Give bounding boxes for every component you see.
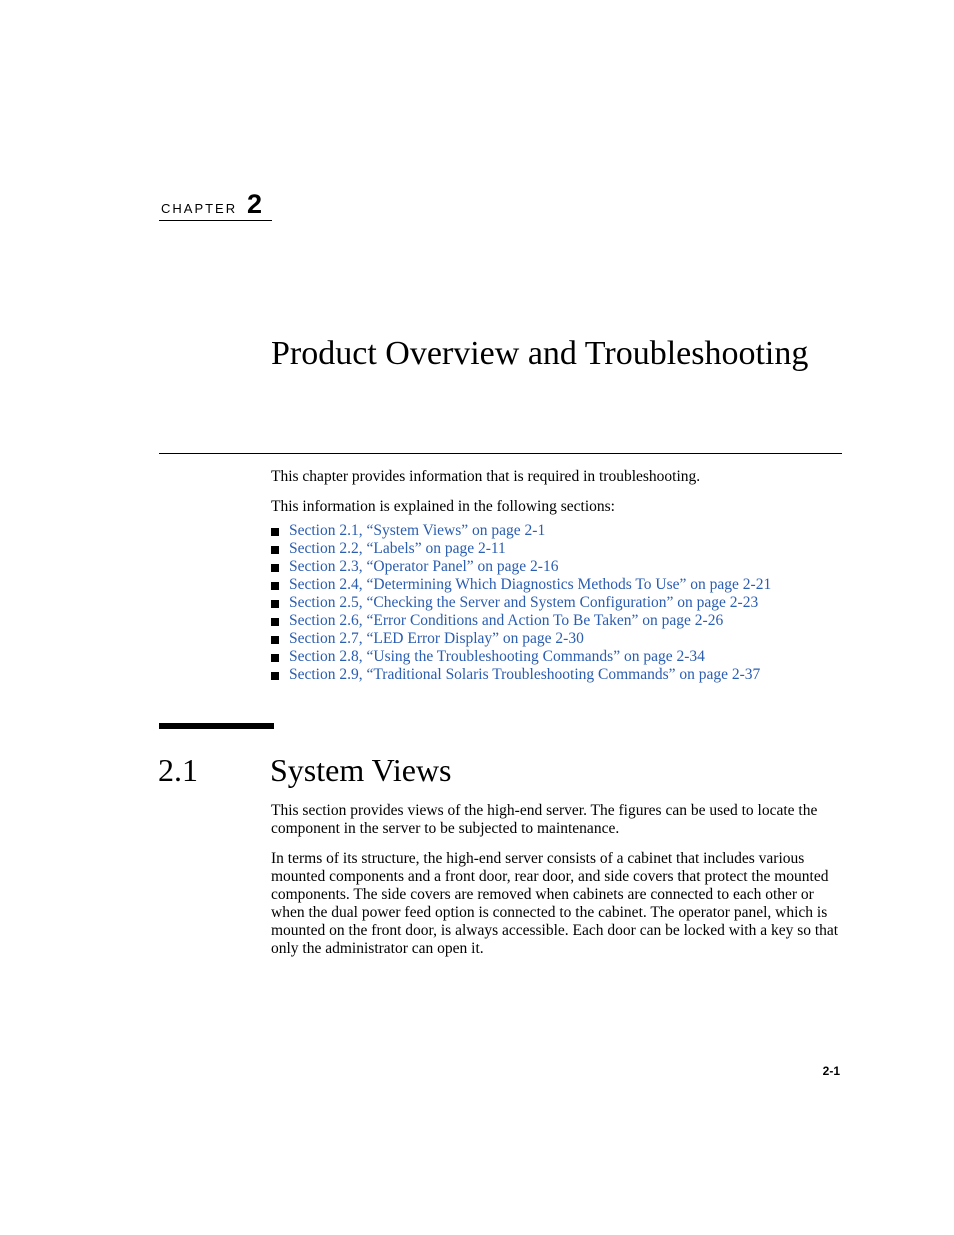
page-number: 2-1 (822, 1064, 840, 1078)
bullet-icon (271, 636, 279, 644)
list-item (271, 522, 841, 540)
list-item (271, 630, 841, 648)
body-paragraph-1: This section provides views of the high-end server. The figures can be used to locate the component in the server to be subjected to maintenance. (271, 802, 818, 837)
title-divider (159, 453, 842, 454)
section-link-2-5[interactable]: Section 2.5, “Checking the Server and System Configuration” on page 2-23 (289, 594, 759, 611)
body-paragraph-2: In terms of its structure, the high-end server consists of a cabinet that includes various mounted components and a front door, rear door, and side covers that protect the mounted components. The side covers are removed when cabinets are connected to each other or when the dual power feed option is connected to the cabinet. The operator panel, which is mounted on the front door, is always accessible. Each door can be locked with a key so that only the administrator can open it. (271, 850, 839, 957)
bullet-icon (271, 654, 279, 662)
intro-list-lead: This information is explained in the following sections: (271, 498, 615, 515)
list-item (271, 648, 841, 666)
list-item (271, 558, 841, 576)
bullet-icon (271, 546, 279, 554)
chapter-label (159, 188, 272, 221)
chapter-title: Product Overview and Troubleshooting (271, 335, 809, 372)
list-item (271, 576, 841, 594)
section-link-2-6[interactable]: Section 2.6, “Error Conditions and Action To Be Taken” on page 2-26 (289, 612, 724, 629)
bullet-icon (271, 618, 279, 626)
bullet-icon (271, 672, 279, 680)
section-link-2-4[interactable]: Section 2.4, “Determining Which Diagnostics Methods To Use” on page 2-21 (289, 576, 772, 593)
list-item (271, 540, 841, 558)
chapter-number: 2 (247, 189, 263, 219)
list-item (271, 612, 841, 630)
list-item (271, 666, 841, 684)
section-number: 2.1 (158, 752, 198, 788)
section-heading-bar (159, 723, 274, 729)
bullet-icon (271, 528, 279, 536)
bullet-icon (271, 600, 279, 608)
section-link-2-1[interactable]: Section 2.1, “System Views” on page 2-1 (289, 522, 546, 539)
section-title: System Views (270, 752, 452, 788)
section-link-2-7[interactable]: Section 2.7, “LED Error Display” on page 2-30 (289, 630, 584, 647)
chapter-word: CHAPTER (161, 201, 238, 216)
section-link-2-3[interactable]: Section 2.3, “Operator Panel” on page 2-16 (289, 558, 559, 575)
intro-text: This chapter provides information that is required in troubleshooting. (271, 468, 701, 485)
bullet-icon (271, 564, 279, 572)
list-item (271, 594, 841, 612)
section-link-2-8[interactable]: Section 2.8, “Using the Troubleshooting Commands” on page 2-34 (289, 648, 705, 665)
section-link-list (271, 522, 841, 684)
section-link-2-2[interactable]: Section 2.2, “Labels” on page 2-11 (289, 540, 506, 557)
section-link-2-9[interactable]: Section 2.9, “Traditional Solaris Troubleshooting Commands” on page 2-37 (289, 666, 761, 683)
bullet-icon (271, 582, 279, 590)
